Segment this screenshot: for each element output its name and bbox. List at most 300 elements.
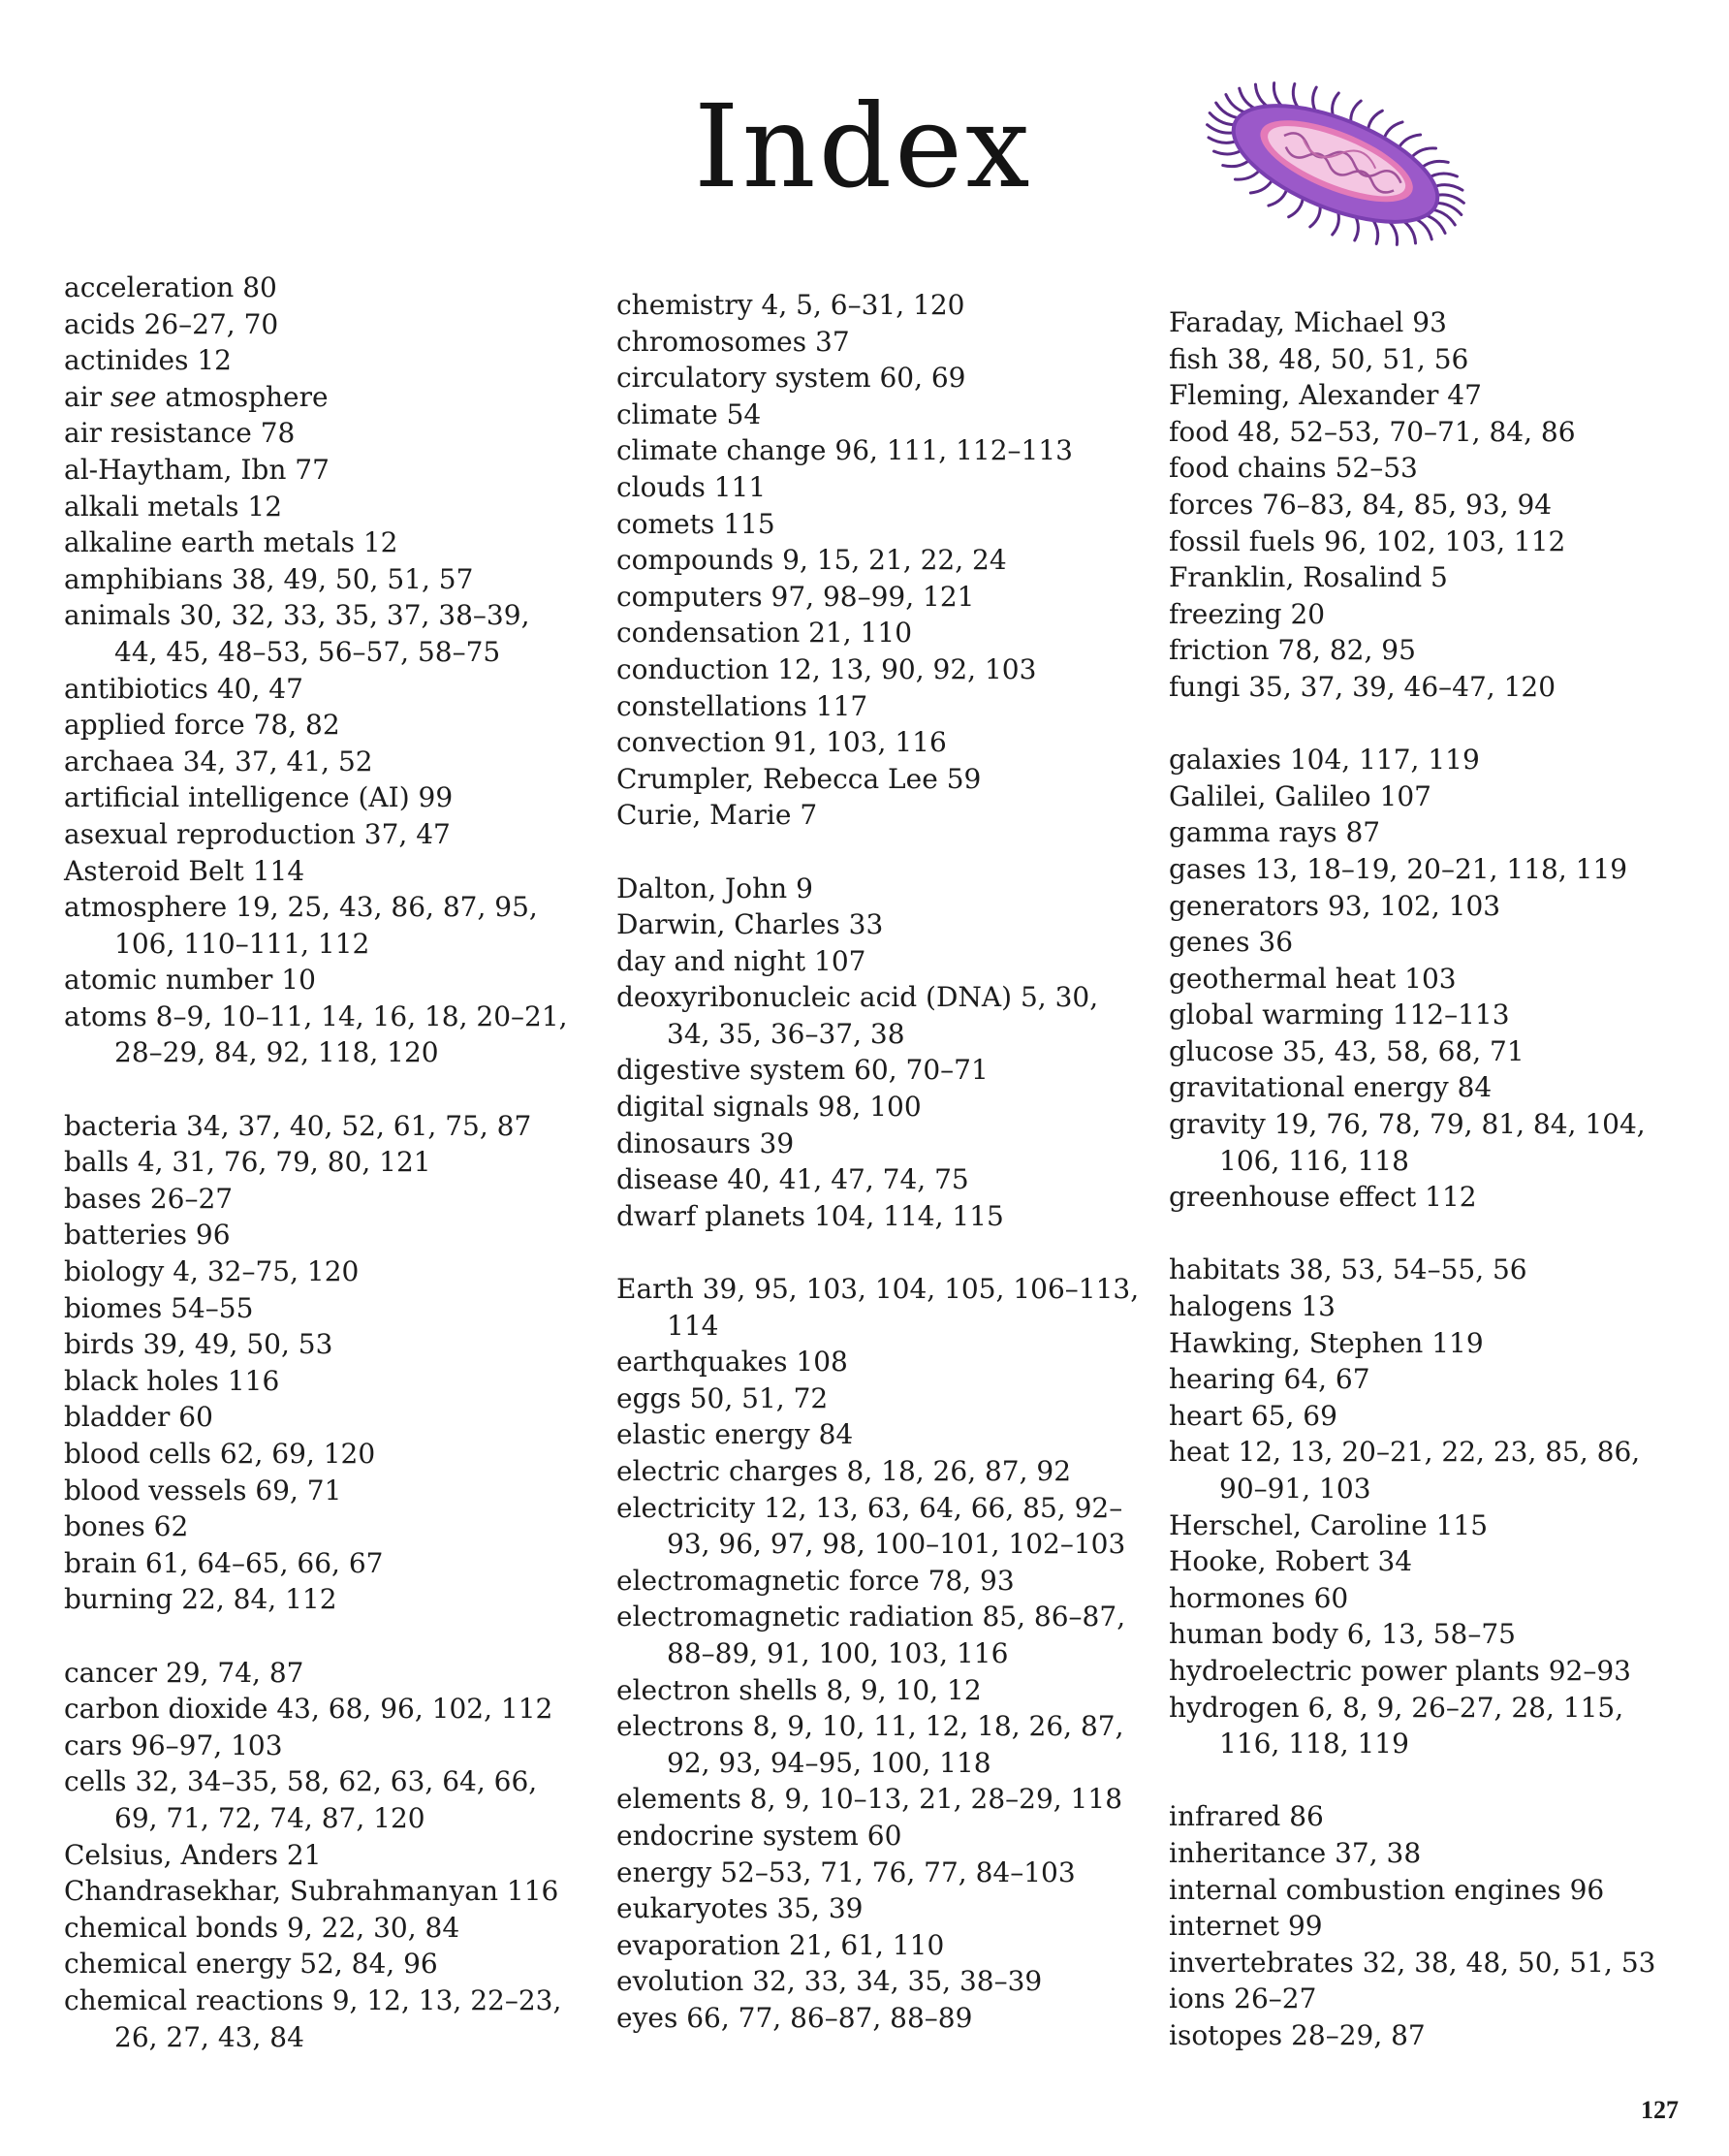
index-term: applied force bbox=[64, 709, 245, 742]
index-pages: 103 bbox=[1404, 962, 1457, 995]
index-entry bbox=[616, 1927, 1140, 1964]
index-entry bbox=[64, 671, 568, 708]
index-pages: 8, 9, 10–13, 21, 28–29, 118 bbox=[749, 1783, 1123, 1816]
index-term: clouds bbox=[616, 470, 706, 503]
index-pages: 39 bbox=[759, 1126, 795, 1159]
index-pages: 60 bbox=[1313, 1581, 1349, 1614]
index-pages: 78, 82 bbox=[253, 709, 340, 742]
index-pages: 66, 77, 86–87, 88–89 bbox=[686, 2001, 973, 2034]
index-pages: 114 bbox=[252, 854, 305, 887]
index-term: digital signals bbox=[616, 1091, 809, 1124]
index-term: Franklin, Rosalind bbox=[1169, 561, 1423, 594]
index-entry bbox=[1169, 414, 1673, 451]
index-term: chemical bonds bbox=[64, 1911, 279, 1944]
index-pages: 60 bbox=[866, 1819, 902, 1852]
index-term: bacteria bbox=[64, 1109, 178, 1142]
index-pages: 8–9, 10–11, 14, 16, 18, 20–21, 28–29, 84, 92, 118, 120 bbox=[114, 999, 568, 1069]
index-pages: 9, 12, 13, 22–23, 26, 27, 43, 84 bbox=[114, 1983, 562, 2053]
index-entry bbox=[1169, 961, 1673, 998]
index-term: evolution bbox=[616, 1965, 744, 1998]
index-entry bbox=[1169, 523, 1673, 560]
index-pages: 96, 102, 103, 112 bbox=[1323, 524, 1566, 557]
page-number: 127 bbox=[1641, 2096, 1679, 2124]
index-term: day and night bbox=[616, 944, 806, 977]
index-entry bbox=[64, 1728, 568, 1764]
index-pages: 9 bbox=[796, 872, 813, 904]
index-pages: 35, 37, 39, 46–47, 120 bbox=[1248, 670, 1556, 703]
index-entry bbox=[616, 2000, 1140, 2037]
index-term: burning bbox=[64, 1583, 173, 1616]
index-entry bbox=[64, 1545, 568, 1582]
index-term: hydrogen bbox=[1169, 1691, 1300, 1724]
index-pages: 38, 48, 50, 51, 56 bbox=[1226, 342, 1469, 375]
index-term: climate bbox=[616, 397, 718, 430]
index-entry bbox=[616, 1089, 1140, 1126]
index-pages: 32, 38, 48, 50, 51, 53 bbox=[1362, 1946, 1656, 1979]
index-term: batteries bbox=[64, 1219, 187, 1252]
index-entry bbox=[64, 744, 568, 780]
index-pages: 107 bbox=[814, 944, 866, 977]
index-term: forces bbox=[1169, 488, 1254, 521]
index-entry bbox=[64, 999, 568, 1071]
index-term: inheritance bbox=[1169, 1836, 1327, 1869]
index-term: acids bbox=[64, 307, 136, 340]
index-pages: 99 bbox=[1287, 1910, 1323, 1943]
index-pages: 62 bbox=[153, 1510, 189, 1543]
index-pages: 37 bbox=[815, 325, 850, 358]
index-term: condensation bbox=[616, 617, 801, 650]
index-column-1 bbox=[64, 270, 568, 2055]
index-term: cancer bbox=[64, 1656, 158, 1689]
index-pages: 8, 9, 10, 12 bbox=[826, 1673, 982, 1706]
index-pages: 116 bbox=[227, 1364, 280, 1397]
index-pages: 93 bbox=[1412, 306, 1447, 338]
index-term: gravitational energy bbox=[1169, 1071, 1449, 1104]
index-pages: 62, 69, 120 bbox=[219, 1438, 376, 1470]
index-pages: 119 bbox=[1431, 1326, 1484, 1359]
index-entry bbox=[1169, 632, 1673, 669]
index-pages: 28–29, 87 bbox=[1291, 2018, 1426, 2051]
index-term: animals bbox=[64, 599, 172, 632]
index-term: atomic number bbox=[64, 964, 273, 997]
index-pages: 33 bbox=[848, 908, 884, 941]
index-entry bbox=[64, 1253, 568, 1290]
index-entry bbox=[616, 979, 1140, 1052]
index-pages: 22, 84, 112 bbox=[181, 1583, 337, 1616]
index-pages: 86 bbox=[1289, 1800, 1324, 1833]
index-pages: 40, 41, 47, 74, 75 bbox=[727, 1163, 969, 1196]
index-pages: 98, 100 bbox=[817, 1091, 922, 1124]
index-entry bbox=[64, 1363, 568, 1400]
index-pages: 39, 95, 103, 104, 105, 106–113, 114 bbox=[667, 1273, 1140, 1342]
index-term: friction bbox=[1169, 634, 1270, 667]
index-entry bbox=[64, 1326, 568, 1363]
index-entry bbox=[616, 651, 1140, 688]
index-entry bbox=[64, 489, 568, 525]
letter-group-gap bbox=[616, 834, 1140, 871]
index-pages: 84 bbox=[1457, 1071, 1493, 1104]
index-entry bbox=[616, 761, 1140, 798]
see-reference: see bbox=[110, 380, 157, 413]
index-entry bbox=[616, 1416, 1140, 1453]
index-entry bbox=[1169, 2017, 1673, 2054]
index-pages: 78 bbox=[260, 417, 296, 450]
index-term: air bbox=[64, 380, 103, 413]
index-entry bbox=[1169, 304, 1673, 341]
index-pages: 34, 37, 40, 52, 61, 75, 87 bbox=[186, 1109, 532, 1142]
index-term: elastic energy bbox=[616, 1418, 810, 1451]
index-term: cars bbox=[64, 1728, 123, 1761]
index-entry bbox=[64, 1946, 568, 1982]
index-entry bbox=[616, 579, 1140, 616]
index-term: Darwin, Charles bbox=[616, 908, 840, 941]
index-entry bbox=[64, 415, 568, 452]
index-entry bbox=[64, 1691, 568, 1728]
index-term: chemistry bbox=[616, 289, 753, 321]
index-entry bbox=[1169, 1616, 1673, 1653]
index-entry bbox=[616, 1052, 1140, 1089]
index-entry bbox=[1169, 669, 1673, 706]
index-entry bbox=[616, 615, 1140, 651]
index-term: hydroelectric power plants bbox=[1169, 1654, 1540, 1687]
index-pages: 12, 13, 63, 64, 66, 85, 92–93, 96, 97, 98, 100–101, 102–103 bbox=[667, 1491, 1126, 1561]
index-entry bbox=[1169, 814, 1673, 851]
index-entry bbox=[64, 779, 568, 816]
index-term: al-Haytham, Ibn bbox=[64, 453, 287, 486]
index-pages: 21 bbox=[286, 1838, 322, 1871]
index-entry bbox=[64, 707, 568, 744]
index-term: climate change bbox=[616, 434, 827, 467]
page-title: Index bbox=[694, 79, 1033, 213]
index-pages: 12, 13, 20–21, 22, 23, 85, 86, 90–91, 103 bbox=[1219, 1436, 1641, 1505]
index-term: artificial intelligence (AI) bbox=[64, 781, 410, 814]
index-term: habitats bbox=[1169, 1253, 1281, 1286]
index-entry bbox=[1169, 851, 1673, 888]
index-term: Earth bbox=[616, 1273, 694, 1306]
index-entry bbox=[1169, 1179, 1673, 1216]
index-term: alkaline earth metals bbox=[64, 526, 355, 559]
index-pages: 10 bbox=[281, 964, 316, 997]
index-entry bbox=[64, 1181, 568, 1218]
index-entry bbox=[1169, 1069, 1673, 1106]
index-pages: 19, 76, 78, 79, 81, 84, 104, 106, 116, 118 bbox=[1219, 1108, 1646, 1177]
index-term: chromosomes bbox=[616, 325, 807, 358]
index-term: electromagnetic radiation bbox=[616, 1601, 974, 1633]
index-pages: 104, 117, 119 bbox=[1289, 744, 1480, 777]
index-pages: 37, 38 bbox=[1335, 1836, 1422, 1869]
index-entry bbox=[616, 1781, 1140, 1818]
index-pages: 12 bbox=[247, 490, 283, 523]
index-pages: 115 bbox=[1435, 1508, 1489, 1541]
index-term: Herschel, Caroline bbox=[1169, 1508, 1428, 1541]
index-term: halogens bbox=[1169, 1290, 1293, 1323]
index-entry bbox=[1169, 341, 1673, 378]
index-term: cells bbox=[64, 1765, 127, 1798]
index-entry bbox=[1169, 487, 1673, 523]
index-term: blood vessels bbox=[64, 1474, 247, 1506]
index-entry bbox=[1169, 1835, 1673, 1872]
index-pages: 92–93 bbox=[1548, 1654, 1631, 1687]
index-term: amphibians bbox=[64, 562, 224, 595]
index-term: eggs bbox=[616, 1381, 681, 1414]
index-entry bbox=[1169, 1690, 1673, 1762]
index-pages: atmosphere bbox=[165, 380, 329, 413]
index-pages: 104, 114, 115 bbox=[813, 1199, 1004, 1232]
index-entry bbox=[616, 871, 1140, 907]
index-entry bbox=[1169, 742, 1673, 778]
index-pages: 6, 13, 58–75 bbox=[1346, 1618, 1516, 1651]
index-entry bbox=[616, 724, 1140, 761]
index-term: convection bbox=[616, 726, 766, 759]
index-entry bbox=[1169, 1398, 1673, 1435]
index-term: fish bbox=[1169, 342, 1219, 375]
index-entry bbox=[616, 1380, 1140, 1417]
index-term: carbon dioxide bbox=[64, 1693, 268, 1726]
index-pages: 9, 22, 30, 84 bbox=[287, 1911, 460, 1944]
index-pages: 32, 34–35, 58, 62, 63, 64, 66, 69, 71, 72, 74, 87, 120 bbox=[114, 1765, 538, 1834]
index-pages: 84 bbox=[818, 1418, 854, 1451]
index-entry bbox=[64, 853, 568, 890]
index-pages: 32, 33, 34, 35, 38–39 bbox=[752, 1965, 1043, 1998]
letter-group-gap bbox=[1169, 1216, 1673, 1252]
index-term: Celsius, Anders bbox=[64, 1838, 278, 1871]
index-column-2 bbox=[616, 287, 1140, 2037]
index-pages: 12, 13, 90, 92, 103 bbox=[777, 652, 1037, 685]
index-term: antibiotics bbox=[64, 672, 208, 705]
index-term: bladder bbox=[64, 1401, 171, 1434]
index-entry bbox=[64, 1982, 568, 2055]
index-entry bbox=[616, 797, 1140, 834]
index-entry bbox=[616, 469, 1140, 506]
index-pages: 87 bbox=[1345, 816, 1381, 849]
index-pages: 35, 39 bbox=[776, 1892, 864, 1925]
index-pages: 54 bbox=[726, 397, 762, 430]
index-pages: 50, 51, 72 bbox=[689, 1381, 829, 1414]
index-entry bbox=[1169, 924, 1673, 961]
index-entry bbox=[1169, 1981, 1673, 2017]
index-term: alkali metals bbox=[64, 490, 239, 523]
letter-group-gap bbox=[616, 1234, 1140, 1271]
index-entry bbox=[64, 1473, 568, 1509]
letter-group-gap bbox=[64, 1071, 568, 1108]
index-entry bbox=[1169, 1288, 1673, 1325]
index-term: constellations bbox=[616, 689, 807, 722]
index-term: earthquakes bbox=[616, 1346, 788, 1379]
index-entry bbox=[1169, 1434, 1673, 1506]
index-term: Crumpler, Rebecca Lee bbox=[616, 762, 938, 795]
index-term: human body bbox=[1169, 1618, 1338, 1651]
index-pages: 115 bbox=[723, 507, 775, 540]
index-term: endocrine system bbox=[616, 1819, 859, 1852]
index-term: atoms bbox=[64, 999, 147, 1032]
index-pages: 52, 84, 96 bbox=[299, 1948, 438, 1981]
index-entry bbox=[1169, 1945, 1673, 1982]
index-pages: 8, 18, 26, 87, 92 bbox=[846, 1455, 1072, 1487]
index-entry bbox=[616, 1271, 1140, 1344]
index-pages: 12 bbox=[362, 526, 398, 559]
index-entry bbox=[1169, 1872, 1673, 1909]
index-pages: 30, 32, 33, 35, 37, 38–39, 44, 45, 48–53, 56–57, 58–75 bbox=[114, 599, 530, 668]
index-term: disease bbox=[616, 1163, 719, 1196]
index-pages: 9, 15, 21, 22, 24 bbox=[782, 544, 1007, 577]
index-entry bbox=[64, 1108, 568, 1145]
index-pages: 6, 8, 9, 26–27, 28, 115, 116, 118, 119 bbox=[1219, 1691, 1624, 1760]
index-pages: 60, 70–71 bbox=[854, 1054, 989, 1087]
index-pages: 77 bbox=[295, 453, 330, 486]
index-pages: 117 bbox=[815, 689, 868, 722]
index-term: brain bbox=[64, 1546, 137, 1579]
index-term: Curie, Marie bbox=[616, 799, 792, 832]
index-term: blood cells bbox=[64, 1438, 211, 1470]
index-entry bbox=[64, 1508, 568, 1545]
index-term: heart bbox=[1169, 1399, 1242, 1432]
index-pages: 35, 43, 58, 68, 71 bbox=[1282, 1034, 1525, 1067]
index-term: bones bbox=[64, 1510, 145, 1543]
index-term: glucose bbox=[1169, 1034, 1274, 1067]
index-pages: 111 bbox=[713, 470, 767, 503]
index-pages: 19, 25, 43, 86, 87, 95, 106, 110–111, 112 bbox=[114, 891, 538, 960]
letter-group-gap bbox=[64, 1618, 568, 1655]
index-pages: 20 bbox=[1290, 597, 1326, 630]
index-term: chemical energy bbox=[64, 1948, 292, 1981]
index-entry bbox=[1169, 1908, 1673, 1945]
index-entry bbox=[616, 324, 1140, 361]
index-term: bases bbox=[64, 1182, 141, 1215]
index-pages: 21, 61, 110 bbox=[788, 1928, 945, 1961]
index-term: birds bbox=[64, 1328, 135, 1361]
index-term: generators bbox=[1169, 889, 1320, 922]
index-pages: 107 bbox=[1379, 779, 1431, 812]
index-entry bbox=[616, 1161, 1140, 1198]
index-pages: 43, 68, 96, 102, 112 bbox=[276, 1693, 553, 1726]
index-entry bbox=[616, 1855, 1140, 1891]
index-pages: 52–53 bbox=[1335, 452, 1418, 485]
index-entry bbox=[1169, 1507, 1673, 1544]
index-term: Hooke, Robert bbox=[1169, 1545, 1369, 1578]
index-term: global warming bbox=[1169, 999, 1384, 1031]
index-entry bbox=[616, 688, 1140, 725]
index-entry bbox=[64, 597, 568, 670]
index-pages: 26–27 bbox=[149, 1182, 234, 1215]
index-entry bbox=[1169, 1033, 1673, 1070]
index-pages: 7 bbox=[800, 799, 818, 832]
index-entry bbox=[1169, 1543, 1673, 1580]
index-entry bbox=[64, 1436, 568, 1473]
index-pages: 78, 93 bbox=[927, 1564, 1015, 1597]
index-entry bbox=[616, 542, 1140, 579]
index-entry bbox=[1169, 1580, 1673, 1617]
index-pages: 61, 64–65, 66, 67 bbox=[144, 1546, 384, 1579]
index-entry bbox=[64, 1581, 568, 1618]
index-entry bbox=[64, 1873, 568, 1910]
index-entry bbox=[1169, 1106, 1673, 1179]
index-entry bbox=[616, 1890, 1140, 1927]
index-term: digestive system bbox=[616, 1054, 846, 1087]
index-entry bbox=[616, 396, 1140, 433]
index-entry bbox=[1169, 1653, 1673, 1690]
index-term: Hawking, Stephen bbox=[1169, 1326, 1424, 1359]
index-entry bbox=[616, 1453, 1140, 1490]
index-term: eukaryotes bbox=[616, 1892, 769, 1925]
index-pages: 112–113 bbox=[1392, 999, 1510, 1031]
index-term: food chains bbox=[1169, 452, 1327, 485]
index-pages: 36 bbox=[1258, 926, 1294, 959]
index-pages: 60, 69 bbox=[879, 362, 966, 395]
index-pages: 29, 74, 87 bbox=[165, 1656, 304, 1689]
index-term: dwarf planets bbox=[616, 1199, 806, 1232]
index-entry bbox=[64, 1290, 568, 1327]
index-entry bbox=[616, 360, 1140, 396]
index-term: computers bbox=[616, 580, 763, 613]
index-entry bbox=[64, 1217, 568, 1253]
index-pages: 60 bbox=[178, 1401, 213, 1434]
index-pages: 85, 86–87, 88–89, 91, 100, 103, 116 bbox=[667, 1601, 1126, 1669]
index-term: fossil fuels bbox=[1169, 524, 1316, 557]
index-pages: 4, 31, 76, 79, 80, 121 bbox=[137, 1146, 431, 1179]
index-term: evaporation bbox=[616, 1928, 781, 1961]
index-term: biology bbox=[64, 1255, 165, 1288]
index-term: circulatory system bbox=[616, 362, 871, 395]
index-pages: 21, 110 bbox=[808, 617, 913, 650]
index-entry bbox=[1169, 1798, 1673, 1835]
bacterium-illustration bbox=[1190, 56, 1481, 271]
index-entry bbox=[64, 1399, 568, 1436]
index-entry bbox=[616, 1198, 1140, 1235]
index-pages: 38, 53, 54–55, 56 bbox=[1289, 1253, 1527, 1286]
index-pages: 99 bbox=[418, 781, 454, 814]
index-pages: 76–83, 84, 85, 93, 94 bbox=[1262, 488, 1553, 521]
index-entry bbox=[1169, 559, 1673, 596]
index-entry bbox=[64, 1837, 568, 1874]
index-pages: 5 bbox=[1430, 561, 1448, 594]
index-term: black holes bbox=[64, 1364, 219, 1397]
index-entry bbox=[64, 1763, 568, 1836]
index-entry bbox=[616, 1563, 1140, 1600]
index-entry bbox=[64, 524, 568, 561]
index-entry bbox=[64, 889, 568, 962]
index-pages: 69, 71 bbox=[255, 1474, 342, 1506]
index-pages: 52–53, 71, 76, 77, 84–103 bbox=[720, 1855, 1076, 1888]
index-term: hormones bbox=[1169, 1581, 1305, 1614]
index-entry bbox=[64, 379, 568, 416]
index-term: Dalton, John bbox=[616, 872, 788, 904]
index-entry bbox=[1169, 997, 1673, 1033]
index-pages: 40, 47 bbox=[216, 672, 303, 705]
index-entry bbox=[1169, 1361, 1673, 1398]
index-term: fungi bbox=[1169, 670, 1241, 703]
letter-group-gap bbox=[1169, 706, 1673, 743]
index-pages: 65, 69 bbox=[1250, 1399, 1337, 1432]
index-term: genes bbox=[1169, 926, 1250, 959]
index-term: gamma rays bbox=[1169, 816, 1337, 849]
index-entry bbox=[616, 287, 1140, 324]
index-entry bbox=[1169, 1252, 1673, 1288]
index-term: Fleming, Alexander bbox=[1169, 379, 1439, 412]
index-pages: 13, 18–19, 20–21, 118, 119 bbox=[1254, 852, 1628, 885]
index-term: air resistance bbox=[64, 417, 252, 450]
letter-group-gap bbox=[1169, 1762, 1673, 1799]
index-term: heat bbox=[1169, 1436, 1230, 1469]
index-entry bbox=[616, 1490, 1140, 1563]
index-entry bbox=[616, 1963, 1140, 2000]
index-pages: 96 bbox=[1569, 1873, 1605, 1906]
index-term: food bbox=[1169, 415, 1230, 448]
index-pages: 26–27, 70 bbox=[143, 307, 279, 340]
index-pages: 13 bbox=[1301, 1290, 1336, 1323]
index-pages: 47 bbox=[1447, 379, 1482, 412]
index-entry bbox=[616, 1126, 1140, 1162]
index-term: Asteroid Belt bbox=[64, 854, 244, 887]
